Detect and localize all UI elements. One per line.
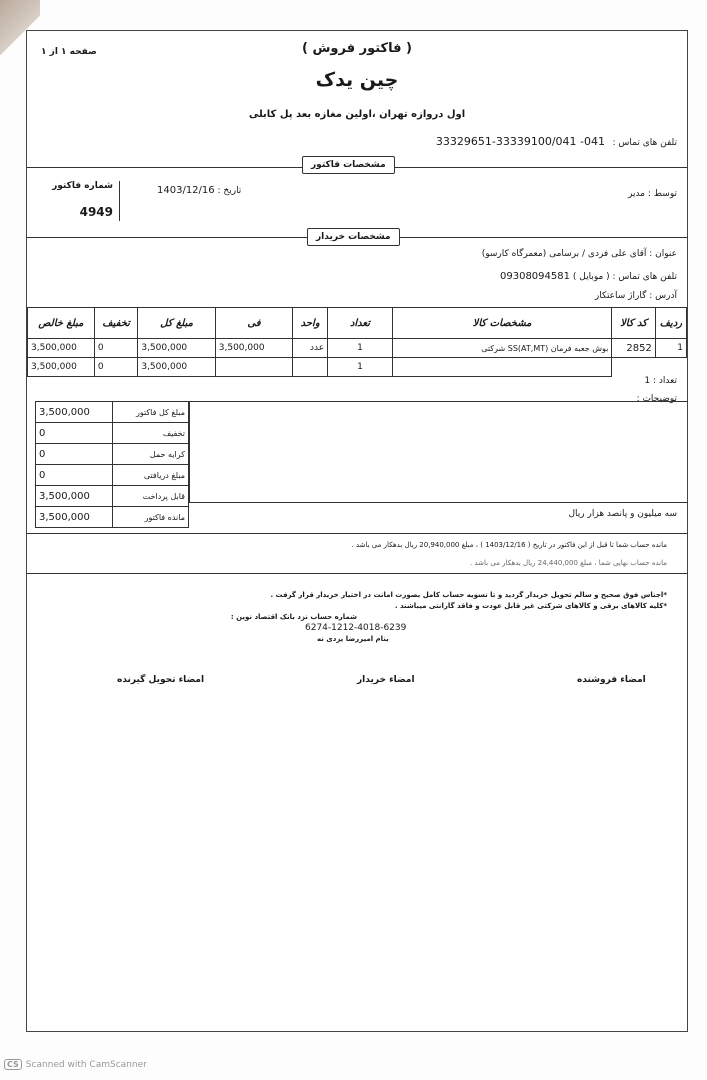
- col-price: فی: [215, 308, 292, 339]
- summary-label: تخفیف: [113, 423, 189, 444]
- signature-seller: امضاء فروشنده: [577, 675, 646, 685]
- invoice-number-box: [39, 181, 120, 221]
- signature-receiver: امضاء تحویل گیرنده: [117, 675, 205, 685]
- notes-label: توضیحات :: [636, 394, 677, 404]
- items-header-row: [28, 308, 687, 339]
- cell-index: 1: [655, 339, 686, 358]
- invoice-title: ( فاکتور فروش ): [302, 41, 412, 56]
- cell-price: 3,500,000: [215, 339, 292, 358]
- summary-row: [36, 507, 189, 528]
- summary-row: [36, 402, 189, 423]
- invoice-section-tag: مشخصات فاکتور: [302, 156, 395, 174]
- summary-value: 0: [36, 444, 113, 465]
- col-net: مبلغ خالص: [28, 308, 95, 339]
- col-code: کد کالا: [612, 308, 655, 339]
- invoice-date: [157, 185, 241, 196]
- issued-by: توسط : مدیر: [627, 189, 677, 199]
- summary-label: مبلغ دریافتی: [113, 465, 189, 486]
- cell-unit: عدد: [293, 339, 328, 358]
- invoice-number-label: شماره فاکتور: [52, 181, 113, 191]
- buyer-phones-label: تلفن های تماس : ( موبایل ): [572, 272, 677, 282]
- cell-discount: 0: [94, 339, 137, 358]
- footer-note-2: *کلیه کالاهای برقی و کالاهای شرکتی غیر قابل عودت و فاقد گارانتی میباشند .: [394, 602, 667, 610]
- footer-note-1: *اجناس فوق صحیح و سالم تحویل خریدار گردید و تا تسویه حساب کامل بصورت امانت در اختیار خریدار قرار گرفت .: [270, 591, 667, 599]
- summary-row: [36, 486, 189, 507]
- shop-address: اول دروازه تهران ،اولین مغازه بعد پل کابلی: [248, 109, 466, 120]
- bank-account-label: شماره حساب نزد بانک اقتصاد نوین :: [230, 613, 357, 621]
- buyer-address: آدرس : گاراژ ساعتکار: [594, 291, 677, 301]
- invoice-number-value: 4949: [79, 205, 113, 219]
- items-table: [27, 307, 687, 377]
- shop-phones: [436, 135, 677, 148]
- summary-value: 3,500,000: [36, 486, 113, 507]
- summary-value: 0: [36, 465, 113, 486]
- col-unit: واحد: [293, 308, 328, 339]
- summary-value: 3,500,000: [36, 507, 113, 528]
- total-net: 3,500,000: [28, 358, 95, 377]
- buyer-title: عنوان : آقای علی فردی / برسامی (معمرگاه کارسو): [481, 249, 677, 259]
- divider: [27, 533, 687, 534]
- summary-label: مبلغ کل فاکتور: [113, 402, 189, 423]
- bank-account-name: بنام امیررضا یزدی نه: [317, 635, 389, 643]
- signature-buyer: امضاء خریدار: [357, 675, 415, 685]
- invoice-date-value: 1403/12/16: [157, 185, 215, 196]
- total-discount: 0: [94, 358, 137, 377]
- summary-label: کرایه حمل: [113, 444, 189, 465]
- col-quantity: تعداد: [328, 308, 393, 339]
- col-total: مبلغ کل: [138, 308, 215, 339]
- cell-description: بوش جعبه فرمان (SS(AT,MT شرکتی: [392, 339, 612, 358]
- scanner-watermark-text: Scanned with CamScanner: [25, 1060, 147, 1070]
- table-row: [28, 339, 687, 358]
- divider: [27, 573, 687, 574]
- shop-name: چین یدک: [315, 69, 399, 91]
- summary-label: قابل پرداخت: [113, 486, 189, 507]
- buyer-phones-value: 09308094581: [500, 271, 570, 282]
- shop-phones-value: 33329651-33339100/041 -041: [435, 135, 606, 148]
- buyer-section-tag: مشخصات خریدار: [307, 228, 400, 246]
- total-amount: 3,500,000: [138, 358, 215, 377]
- invoice-date-label: تاریخ :: [217, 186, 242, 196]
- summary-row: [36, 444, 189, 465]
- totals-row: [28, 358, 687, 377]
- balance-before: مانده حساب شما تا قبل از این فاکتور در تاریخ ( 1403/12/16 ) ، مبلغ 20,940,000 ریال بدهکار می باشد .: [351, 541, 667, 549]
- summary-value: 0: [36, 423, 113, 444]
- summary-label: مانده فاکتور: [113, 507, 189, 528]
- notes-box: [189, 401, 688, 503]
- summary-table: [35, 401, 189, 528]
- invoice-paper: [26, 30, 688, 1032]
- col-discount: تخفیف: [94, 308, 137, 339]
- buyer-phones: [500, 271, 677, 282]
- total-quantity: 1: [328, 358, 393, 377]
- amount-in-words: سه میلیون و پانصد هزار ریال: [568, 509, 677, 519]
- scanner-watermark: [4, 1060, 147, 1070]
- camscanner-icon: CS: [4, 1059, 22, 1070]
- cell-total: 3,500,000: [138, 339, 215, 358]
- summary-row: [36, 465, 189, 486]
- balance-final: مانده حساب نهایی شما ، مبلغ 24,440,000 ریال بدهکار می باشد .: [469, 559, 667, 567]
- cell-net: 3,500,000: [28, 339, 95, 358]
- item-count: تعداد : 1: [644, 376, 677, 386]
- cell-code: 2852: [612, 339, 655, 358]
- cell-quantity: 1: [328, 339, 393, 358]
- page-number: صفحه ۱ از ۱: [41, 47, 97, 57]
- shop-phones-label: تلفن های تماس :: [612, 138, 677, 148]
- col-description: مشخصات کالا: [392, 308, 612, 339]
- col-index: ردیف: [655, 308, 686, 339]
- bank-account-number: 6274-1212-4018-6239: [305, 623, 407, 633]
- summary-value: 3,500,000: [36, 402, 113, 423]
- summary-row: [36, 423, 189, 444]
